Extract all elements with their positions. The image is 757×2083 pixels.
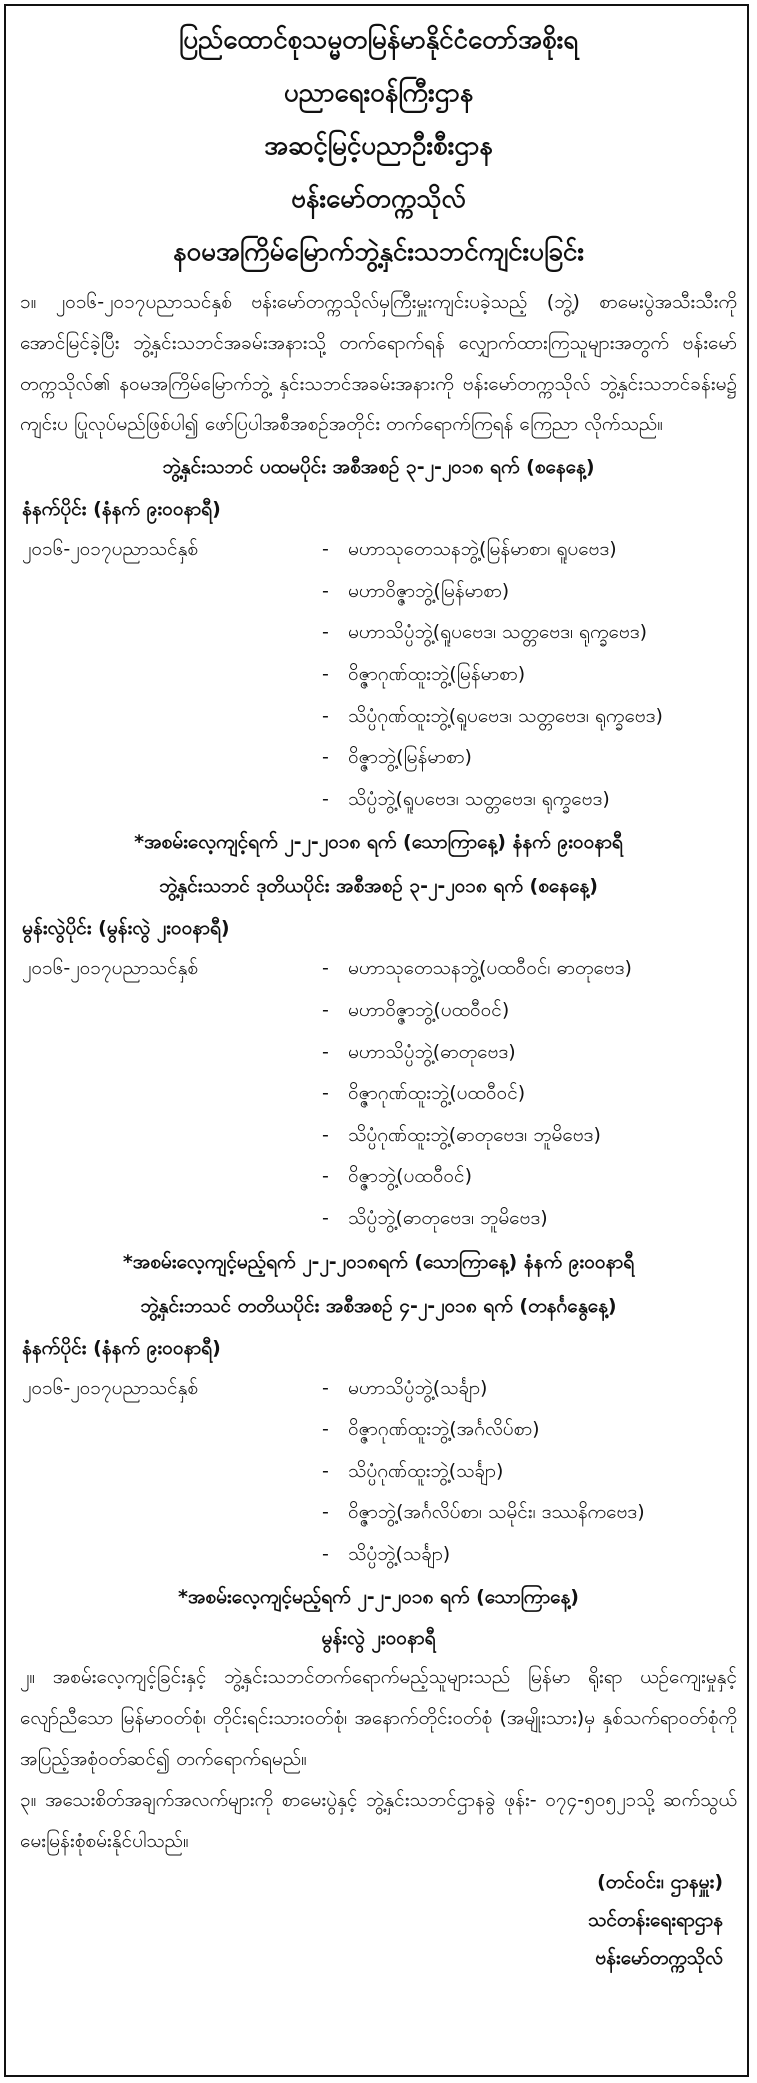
list-dash: - <box>322 1376 329 1399</box>
degree-item: ဝိဇ္ဇာဘွဲ့(မြန်မာစာ) <box>348 746 472 769</box>
degree-item: ဝိဇ္ဇာဂုဏ်ထူးဘွဲ့(ပထဝီဝင်) <box>348 1082 526 1105</box>
degree-item: မဟာသုတေသနဘွဲ့(မြန်မာစာ၊ ရူပဗေဒ) <box>348 538 617 561</box>
academic-year-label: ၂၀၁၆-၂၀၁၇ပညာသင်နှစ် <box>22 957 199 980</box>
degree-row <box>20 1534 737 1576</box>
degree-row <box>20 779 737 821</box>
degree-item: မဟာသုတေသနဘွဲ့(ပထဝီဝင်၊ ဓာတုဗေဒ) <box>348 957 632 980</box>
degree-row <box>20 1156 737 1198</box>
announcement-notice <box>4 4 749 2077</box>
degree-row <box>20 1032 737 1074</box>
degree-row <box>20 1409 737 1451</box>
government-title: ပြည်ထောင်စုသမ္မတမြန်မာနိုင်ငံတော်အစိုးရ <box>178 25 579 55</box>
degree-row <box>20 1451 737 1493</box>
signature-block <box>20 1863 737 1977</box>
rehearsal-time: မွန်းလွဲ ၂း၀၀နာရီ <box>321 1627 436 1650</box>
degree-item: သိပ္ပံဂုဏ်ထူးဘွဲ့(ဓာတုဗေဒ၊ ဘူမိဗေဒ) <box>348 1123 601 1146</box>
academic-year-label: ၂၀၁၆-၂၀၁၇ပညာသင်နှစ် <box>22 538 199 561</box>
academic-year-label: ၂၀၁၆-၂၀၁၇ပညာသင်နှစ် <box>22 1376 199 1399</box>
announcement-title: နဝမအကြိမ်မြောက်ဘွဲ့နှင်းသဘင်ကျင်းပခြင်း <box>173 237 584 267</box>
degree-row <box>20 1073 737 1115</box>
degree-item: မဟာဝိဇ္ဇာဘွဲ့(မြန်မာစာ) <box>348 579 510 602</box>
signatory-university: ဗန်းမော်တက္ကသိုလ် <box>595 1947 723 1970</box>
list-dash: - <box>322 538 329 561</box>
list-dash: - <box>322 1040 329 1063</box>
list-dash: - <box>322 704 329 727</box>
list-dash: - <box>322 957 329 980</box>
intro-paragraph: ၁။ ၂၀၁၆-၂၀၁၇ပညာသင်နှစ် ဗန်းမော်တက္ကသိုလ်မှကြီးမှူးကျင်းပခဲ့သည့် (ဘွဲ့) စာမေးပွဲအသီးသီးကို အောင်မြင်ခဲ့ပြီး ဘွဲ့နှင်းသဘင်အခမ်းအနားသို့ တက်ရောက်ရန် လျှောက်ထားကြသူများအတွက် ဗန်းမော်တက္ကသိုလ်၏ နဝမအကြိမ်မြောက်ဘွဲ့ နှင်းသဘင်အခမ်းအနားကို ဗန်းမော်တက္ကသိုလ် ဘွဲ့နှင်းသဘင်ခန်းမ၌ ကျင်းပ ပြုလုပ်မည်ဖြစ်ပါ၍ ဖော်ပြပါအစီအစဉ်အတိုင်း တက်ရောက်ကြရန် ကြေညာ လိုက်သည်။ <box>20 291 737 436</box>
university-title: ဗန်းမော်တက္ကသိုလ် <box>291 184 466 214</box>
degree-row <box>20 1492 737 1534</box>
degree-item: သိပ္ပံဘွဲ့(ဓာတုဗေဒ၊ ဘူမိဗေဒ) <box>348 1206 548 1229</box>
degree-row <box>20 654 737 696</box>
degree-list <box>20 948 737 1239</box>
department-title: အဆင့်မြင့်ပညာဦးစီးဌာန <box>264 131 493 161</box>
degree-row <box>20 612 737 654</box>
degree-item: သိပ္ပံဘွဲ့(ရူပဗေဒ၊ သတ္တဗေဒ၊ ရုက္ခဗေဒ) <box>348 787 610 810</box>
degree-list <box>20 1368 737 1576</box>
list-dash: - <box>322 621 329 644</box>
signatory-name: (တင်ဝင်း၊ ဌာနမှူး) <box>597 1871 723 1894</box>
degree-row <box>20 571 737 613</box>
rehearsal-notice: *အစမ်းလေ့ကျင့်မည့်ရက် ၂-၂-၂၀၁၈ ရက် (သောကြာနေ့) <box>178 1586 579 1609</box>
session-time: နံနက်ပိုင်း (နံနက် ၉း၀၀နာရီ) <box>22 1336 221 1359</box>
list-dash: - <box>322 1123 329 1146</box>
rehearsal-notice: *အစမ်းလေ့ကျင့်မည့်ရက် ၂-၂-၂၀၁၈ရက် (သောကြာနေ့) နံနက် ၉း၀၀နာရီ <box>122 1250 635 1273</box>
degree-row <box>20 1368 737 1410</box>
degree-row <box>20 696 737 738</box>
degree-item: ဝိဇ္ဇာဂုဏ်ထူးဘွဲ့(အင်္ဂလိပ်စာ) <box>348 1418 540 1441</box>
notice-header <box>20 14 737 279</box>
degree-item: ဝိဇ္ဇာဘွဲ့(အင်္ဂလိပ်စာ၊ သမိုင်း၊ ဒဿနိကဗေဒ) <box>348 1501 645 1524</box>
degree-item: သိပ္ပံဘွဲ့(သင်္ချာ) <box>348 1542 451 1565</box>
degree-row <box>20 737 737 779</box>
session-time: နံနက်ပိုင်း (နံနက် ၉း၀၀နာရီ) <box>22 498 221 521</box>
degree-item: မဟာသိပ္ပံဘွဲ့(ရူပဗေဒ၊ သတ္တဗေဒ၊ ရုက္ခဗေဒ) <box>348 621 648 644</box>
session-heading: ဘွဲ့နှင်းသဘင် ဒုတိယပိုင်း အစီအစဉ် ၃-၂-၂၀၁၈ ရက် (စနေနေ့) <box>159 875 598 898</box>
degree-item: ဝိဇ္ဇာဘွဲ့(ပထဝီဝင်) <box>348 1165 472 1188</box>
list-dash: - <box>322 662 329 685</box>
session-second <box>20 864 737 1283</box>
degree-item: မဟာသိပ္ပံဘွဲ့(ဓာတုဗေဒ) <box>348 1040 516 1063</box>
degree-item: ဝိဇ္ဇာဂုဏ်ထူးဘွဲ့(မြန်မာစာ) <box>348 662 526 685</box>
session-third <box>20 1284 737 1658</box>
session-heading: ဘွဲ့နှင်းသဘင် ပထမပိုင်း အစီအစဉ် ၃-၂-၂၀၁၈ ရက် (စနေနေ့) <box>162 456 595 479</box>
list-dash: - <box>322 1459 329 1482</box>
degree-row <box>20 1198 737 1240</box>
session-first <box>20 445 737 864</box>
degree-row <box>20 990 737 1032</box>
list-dash: - <box>322 1082 329 1105</box>
session-heading: ဘွဲ့နှင်းဘသင် တတိယပိုင်း အစီအစဉ် ၄-၂-၂၀၁၈ ရက် (တနင်္ဂနွေနေ့) <box>140 1294 617 1317</box>
degree-row <box>20 529 737 571</box>
list-dash: - <box>322 746 329 769</box>
degree-item: မဟာသိပ္ပံဘွဲ့(သင်္ချာ) <box>348 1376 488 1399</box>
signatory-department: သင်တန်းရေးရာဌာန <box>587 1909 723 1932</box>
list-dash: - <box>322 1501 329 1524</box>
degree-list <box>20 529 737 820</box>
session-time: မွန်းလွဲပိုင်း (မွန်းလွဲ ၂း၀၀နာရီ) <box>22 917 230 940</box>
degree-row <box>20 948 737 990</box>
contact-paragraph: ၃။ အသေးစိတ်အချက်အလက်များကို စာမေးပွဲနှင့် ဘွဲ့နှင်းသဘင်ဌာနခွဲ ဖုန်း- ၀၇၄-၅၀၅၂၁သို့ ဆက်သွယ်မေးမြန်းစုံစမ်းနိုင်ပါသည်။ <box>20 1788 737 1852</box>
list-dash: - <box>322 1542 329 1565</box>
dress-code-paragraph: ၂။ အစမ်းလေ့ကျင့်ခြင်းနှင့် ဘွဲ့နှင်းသဘင်တက်ရောက်မည့်သူများသည် မြန်မာ ရိုးရာ ယဉ်ကျေးမှုနှင့် လျော်ညီသော မြန်မာဝတ်စုံ၊ တိုင်းရင်းသားဝတ်စုံ၊ အနောက်တိုင်းဝတ်စုံ (အမျိုးသား)မှ နှစ်သက်ရာဝတ်စုံကို အပြည့်အစုံဝတ်ဆင်၍ တက်ရောက်ရမည်။ <box>20 1666 737 1771</box>
degree-row <box>20 1115 737 1157</box>
degree-item: သိပ္ပံဂုဏ်ထူးဘွဲ့(ရူပဗေဒ၊ သတ္တဗေဒ၊ ရုက္ခဗေဒ) <box>348 704 663 727</box>
list-dash: - <box>322 579 329 602</box>
list-dash: - <box>322 998 329 1021</box>
degree-item: သိပ္ပံဂုဏ်ထူးဘွဲ့(သင်္ချာ) <box>348 1459 504 1482</box>
list-dash: - <box>322 787 329 810</box>
list-dash: - <box>322 1206 329 1229</box>
degree-item: မဟာဝိဇ္ဇာဘွဲ့(ပထဝီဝင်) <box>348 998 510 1021</box>
rehearsal-notice: *အစမ်းလေ့ကျင့်ရက် ၂-၂-၂၀၁၈ ရက် (သောကြာနေ့) နံနက် ၉း၀၀နာရီ <box>134 831 623 854</box>
list-dash: - <box>322 1418 329 1441</box>
ministry-title: ပညာရေးဝန်ကြီးဌာန <box>283 78 474 108</box>
list-dash: - <box>322 1165 329 1188</box>
